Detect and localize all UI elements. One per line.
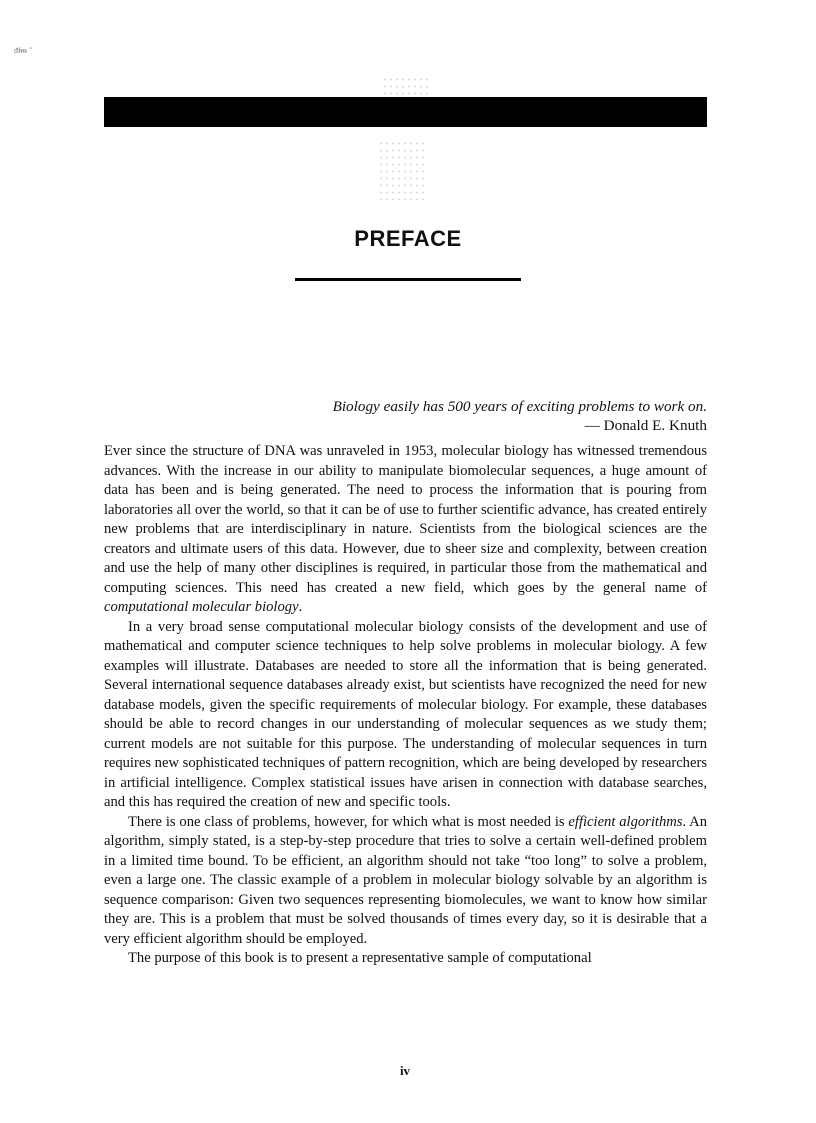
epigraph-quote: Biology easily has 500 years of exciting problems to work on. <box>332 398 707 415</box>
term-efficient-algorithms: efficient algorithms <box>568 813 683 830</box>
paragraph-3: There is one class of problems, however, for which what is most needed is efficient algorithms. An algorithm, simply stated, is a step-by-step procedure that tries to solve a certain well-defined problem in a limited time bound. To be efficient, an algorithm should not take “too long” to solve a problem, even a large one. The classic example of a problem in molecular biology solvable by an algorithm is sequence comparison: Given two sequences representing biomolecules, we want to know how similar they are. This is a problem that must be solved thousands of times every day, so it is desirable that a very efficient algorithm should be employed. <box>104 813 707 947</box>
chapter-header-bar <box>104 97 707 127</box>
paragraph-4: The purpose of this book is to present a representative sample of computational <box>128 950 592 966</box>
paragraph-1: Ever since the structure of DNA was unraveled in 1953, molecular biology has witnessed tremendous advances. With the increase in our ability to manipulate biomolecular sequences, a huge amount of data has been and is being generated. The need to process the information that is pouring from laboratories all over the world, so that it can be of use to further scientific advance, has created entirely new problems that are interdisciplinary in nature. Scientists from the biological sciences are the creators and ultimate users of this data. However, due to sheer size and complexity, between creation and use the help of many other disciplines is required, in particular those from the mathematical and computing sciences. This need has created a new field, which goes by the general name of computational molecular biology. <box>104 443 707 615</box>
scan-corner-mark: ᵭᵮᵯ ˜ <box>14 48 33 55</box>
paragraph-2: In a very broad sense computational molecular biology consists of the development and use of mathematical and computer science techniques to help solve problems in molecular biology. A few examples will illustrate. Databases are needed to store all the information that is being generated. Several international sequence databases already exist, but scientists have recognized the need for new database models, given the specific requirements of molecular biology. For example, these databases should be able to record changes in our understanding of molecular sequences as we study them; current models are not suitable for this purpose. The understanding of molecular sequences in turn requires new sophisticated techniques of pattern recognition, which are being developed by researchers in artificial intelligence. Complex statistical issues have arisen in connection with database searches, and this has required the creation of new and specific tools. <box>104 618 707 810</box>
page-number: iv <box>399 1063 411 1078</box>
scan-speckle <box>378 140 428 200</box>
body-text <box>104 442 707 969</box>
term-computational-molecular-biology: computational molecular biology <box>104 599 299 615</box>
scan-speckle-top <box>382 76 432 96</box>
epigraph <box>104 397 707 435</box>
chapter-title: PREFACE <box>354 226 462 251</box>
epigraph-author: — Donald E. Knuth <box>584 417 707 434</box>
title-rule <box>295 278 521 281</box>
